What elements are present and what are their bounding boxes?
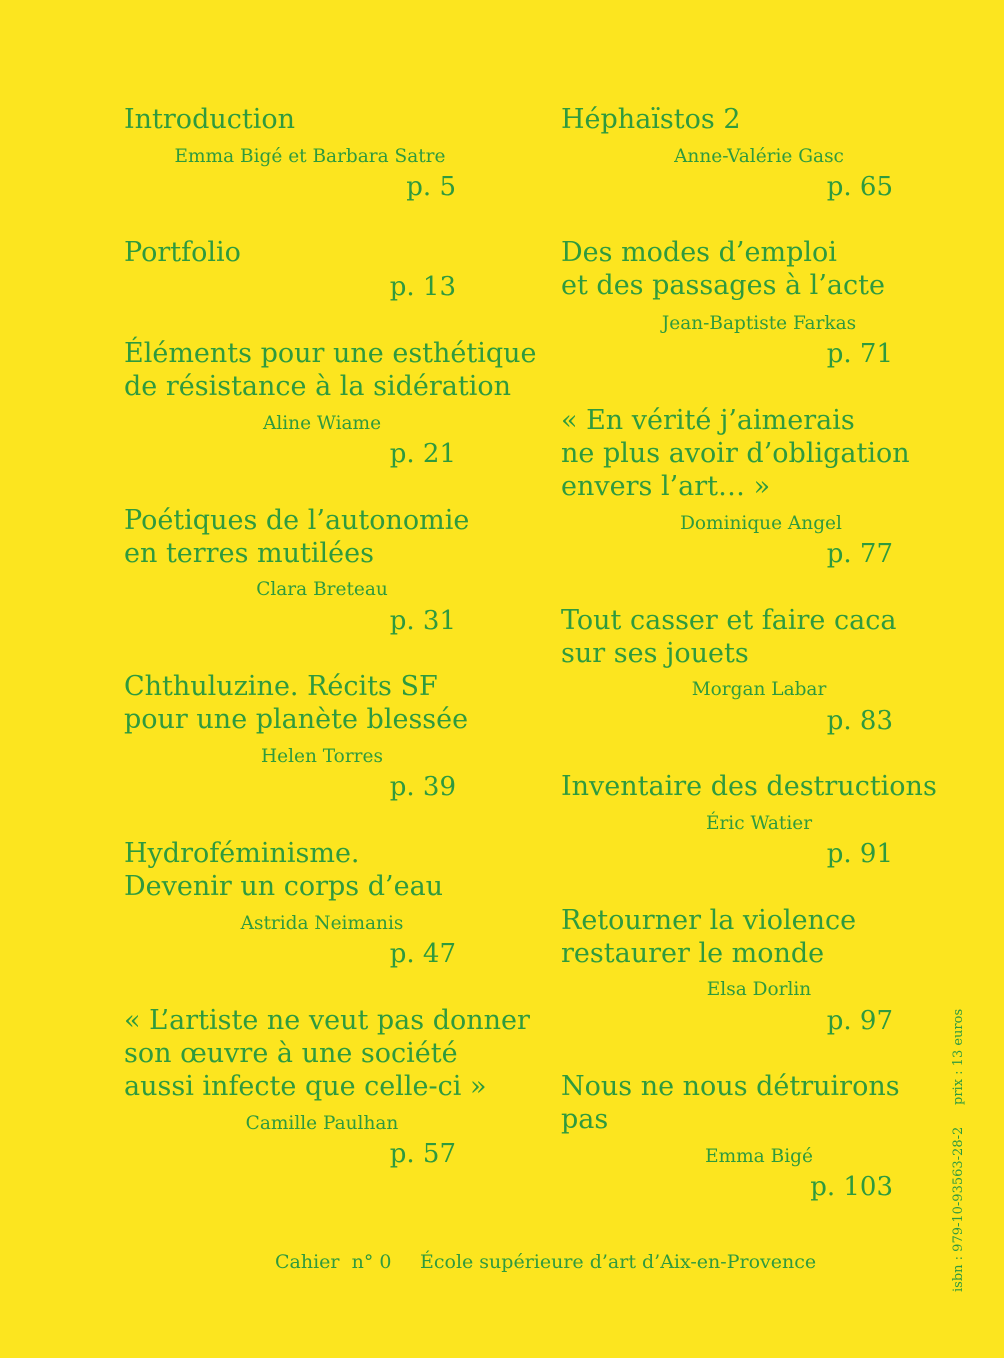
entry-author: Clara Breteau — [256, 579, 388, 600]
entry-title — [561, 103, 741, 136]
entry-title-line: Éléments pour une esthétique — [124, 338, 537, 369]
entry-title-line: ne plus avoir d’obligation — [561, 438, 910, 469]
entry-title-line: pas — [561, 1104, 609, 1135]
entry-title — [124, 1004, 530, 1103]
entry-title — [561, 1070, 900, 1136]
entry-title-line: Poétiques de l’autonomie — [124, 505, 470, 536]
entry-title — [124, 103, 295, 136]
entry-title-line: pour une planète blessée — [124, 704, 469, 735]
entry-author: Jean-Baptiste Farkas — [661, 313, 857, 334]
entry-title-line: son œuvre à une société — [124, 1038, 458, 1069]
entry-title-line: sur ses jouets — [561, 638, 749, 669]
entry-title — [124, 337, 537, 403]
entry-author: Astrida Neimanis — [240, 913, 404, 934]
side-price: prix : 13 euros — [951, 1008, 966, 1105]
entry-page-number: p. 65 — [826, 172, 893, 202]
entry-title-line: Devenir un corps d’eau — [124, 871, 444, 902]
entry-title-line: Inventaire des destructions — [561, 771, 937, 802]
entry-author: Aline Wiame — [262, 413, 382, 434]
entry-author: Morgan Labar — [691, 679, 827, 700]
entry-author: Helen Torres — [261, 746, 383, 767]
entry-title — [124, 504, 469, 570]
entry-page-number: p. 13 — [389, 272, 456, 302]
entry-author: Elsa Dorlin — [706, 979, 812, 1000]
entry-title-line: « L’artiste ne veut pas donner — [124, 1005, 530, 1036]
entry-title — [561, 604, 896, 670]
entry-author: Camille Paulhan — [245, 1113, 399, 1134]
entry-page-number: p. 91 — [826, 839, 893, 869]
entry-page-number: p. 5 — [406, 172, 456, 202]
footer-issue: Cahier n° 0 — [275, 1251, 392, 1273]
entry-author: Emma Bigé et Barbara Satre — [174, 146, 446, 167]
entry-page-number: p. 97 — [826, 1006, 893, 1036]
entry-title — [124, 670, 468, 736]
entry-page-number: p. 21 — [389, 439, 456, 469]
entry-title-line: Introduction — [124, 104, 295, 135]
entry-title — [124, 837, 443, 903]
entry-title-line: Des modes d’emploi — [561, 237, 837, 268]
entry-title-line: Retourner la violence — [561, 905, 857, 936]
entry-title-line: restaurer le monde — [561, 938, 825, 969]
entry-page-number: p. 47 — [389, 939, 456, 969]
entry-title-line: aussi infecte que celle-ci » — [124, 1071, 487, 1102]
entry-title-line: Héphaïstos 2 — [561, 104, 741, 135]
entry-title-line: « En vérité j’aimerais — [561, 405, 855, 436]
entry-title-line: Hydroféminisme. — [124, 838, 360, 869]
entry-page-number: p. 31 — [389, 606, 456, 636]
entry-title-line: Tout casser et faire caca — [561, 605, 897, 636]
entry-title — [561, 904, 856, 970]
side-isbn: isbn : 979-10-93563-28-2 — [951, 1126, 966, 1292]
entry-author: Emma Bigé — [705, 1146, 813, 1167]
entry-title-line: Nous ne nous détruirons — [561, 1071, 900, 1102]
entry-title — [561, 236, 885, 302]
entry-page-number: p. 83 — [826, 706, 893, 736]
entry-title-line: Chthuluzine. Récits SF — [124, 671, 438, 702]
entry-page-number: p. 103 — [810, 1172, 893, 1202]
entry-author: Éric Watier — [705, 813, 813, 834]
entry-title-line: envers l’art… » — [561, 471, 771, 502]
entry-title — [561, 404, 910, 503]
entry-title — [124, 236, 241, 269]
entry-page-number: p. 57 — [389, 1139, 456, 1169]
entry-page-number: p. 77 — [826, 539, 893, 569]
entry-author: Dominique Angel — [680, 513, 842, 534]
entry-title-line: de résistance à la sidération — [124, 371, 511, 402]
entry-page-number: p. 39 — [389, 772, 456, 802]
footer-school: École supérieure d’art d’Aix-en-Provence — [420, 1251, 817, 1273]
entry-author: Anne-Valérie Gasc — [674, 146, 844, 167]
entry-title-line: en terres mutilées — [124, 538, 374, 569]
entry-title-line: et des passages à l’acte — [561, 270, 885, 301]
entry-page-number: p. 71 — [826, 339, 893, 369]
entry-title — [561, 770, 937, 803]
entry-title-line: Portfolio — [124, 237, 241, 268]
